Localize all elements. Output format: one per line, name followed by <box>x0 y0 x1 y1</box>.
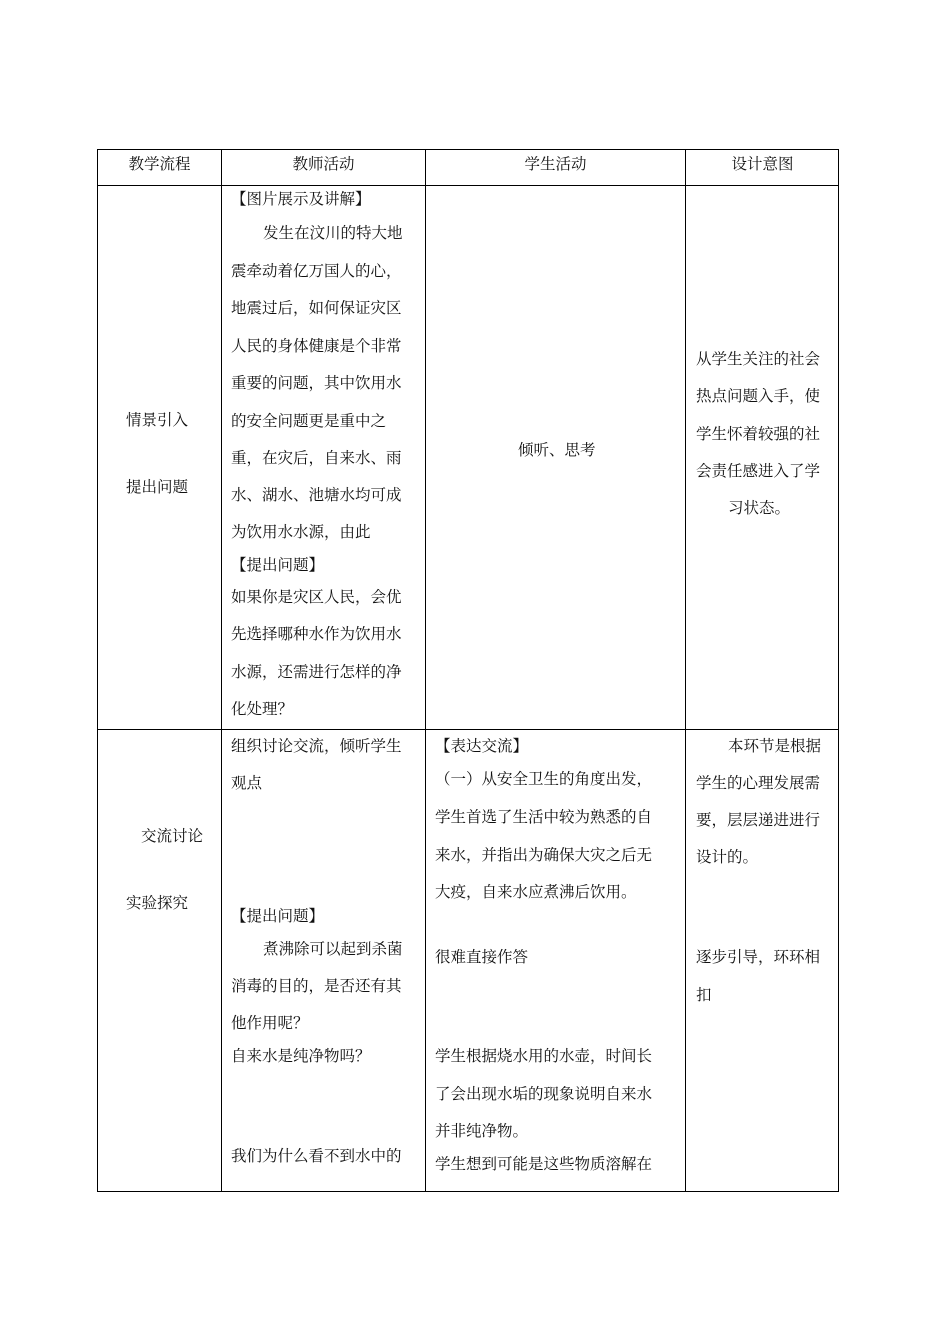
teacher-text-line: 组织讨论交流，倾听学生 <box>231 737 402 755</box>
student-text-line: 了会出现水垢的现象说明自来水 <box>435 1085 653 1103</box>
teacher-text-line: 如果你是灾区人民，会优 <box>231 588 402 606</box>
header-student: 学生活动 <box>524 155 587 173</box>
header-intent: 设计意图 <box>731 155 794 173</box>
intent-line: 本环节是根据 <box>728 737 822 755</box>
teacher-text-line: 发生在汶川的特大地 <box>263 224 403 242</box>
header-flow: 教学流程 <box>128 155 191 173</box>
teacher-text-line: 观点 <box>231 774 263 792</box>
teacher-text-line: 震牵动着亿万国人的心， <box>231 262 402 280</box>
intent-line: 设计的。 <box>696 848 759 866</box>
student-text-line: 大疫，自来水应煮沸后饮用。 <box>435 883 637 901</box>
teacher-text-line: 他作用呢？ <box>231 1014 309 1032</box>
teacher-text-line: 为饮用水水源，由此 <box>231 523 371 541</box>
teacher-text-line: 自来水是纯净物吗？ <box>231 1047 371 1065</box>
student-text-line: 学生想到可能是这些物质溶解在 <box>435 1155 653 1173</box>
intent-line: 会责任感进入了学 <box>696 462 821 480</box>
teacher-text-line: 煮沸除可以起到杀菌 <box>263 940 403 958</box>
teacher-text-line: 水、湖水、池塘水均可成 <box>231 486 402 504</box>
row-divider <box>98 185 838 186</box>
section-title: 【提出问题】 <box>231 556 325 574</box>
intent-line: 逐步引导，环环相 <box>696 948 821 966</box>
student-text-line: 很难直接作答 <box>435 948 529 966</box>
teacher-text-line: 重，在灾后，自来水、雨 <box>231 449 402 467</box>
student-text-line: 学生首选了生活中较为熟悉的自 <box>435 808 653 826</box>
section-title: 【表达交流】 <box>435 737 529 755</box>
section-title: 【图片展示及讲解】 <box>231 190 371 208</box>
lesson-plan-table <box>97 149 839 1192</box>
teacher-text-line: 水源，还需进行怎样的净 <box>231 663 402 681</box>
column-divider <box>221 150 222 1191</box>
column-divider <box>685 150 686 1191</box>
student-text-line: 并非纯净物。 <box>435 1122 529 1140</box>
teacher-text-line: 地震过后，如何保证灾区 <box>231 299 402 317</box>
student-text-line: 学生根据烧水用的水壶，时间长 <box>435 1047 653 1065</box>
intent-line: 要，层层递进进行 <box>696 811 821 829</box>
flow-label: 提出问题 <box>126 478 189 496</box>
intent-line: 学生怀着较强的社 <box>696 425 821 443</box>
teacher-text-line: 化处理？ <box>231 700 294 718</box>
intent-line: 扣 <box>696 986 712 1004</box>
teacher-text-line: 重要的问题，其中饮用水 <box>231 374 402 392</box>
intent-line: 学生的心理发展需 <box>696 774 821 792</box>
flow-label: 情景引入 <box>126 411 189 429</box>
teacher-text-line: 的安全问题更是重中之 <box>231 412 387 430</box>
column-divider <box>425 150 426 1191</box>
intent-line: 习状态。 <box>728 499 791 517</box>
student-activity: 倾听、思考 <box>518 441 596 459</box>
teacher-text-line: 人民的身体健康是个非常 <box>231 337 402 355</box>
header-teacher: 教师活动 <box>292 155 355 173</box>
student-text-line: （一）从安全卫生的角度出发， <box>435 770 653 788</box>
teacher-text-line: 消毒的目的，是否还有其 <box>231 977 402 995</box>
section-title: 【提出问题】 <box>231 907 325 925</box>
intent-line: 热点问题入手，使 <box>696 387 821 405</box>
flow-label: 实验探究 <box>126 894 189 912</box>
teacher-text-line: 先选择哪种水作为饮用水 <box>231 625 402 643</box>
flow-label: 交流讨论 <box>141 827 204 845</box>
student-text-line: 来水，并指出为确保大灾之后无 <box>435 846 653 864</box>
intent-line: 从学生关注的社会 <box>696 350 821 368</box>
teacher-text-line: 我们为什么看不到水中的 <box>231 1147 402 1165</box>
